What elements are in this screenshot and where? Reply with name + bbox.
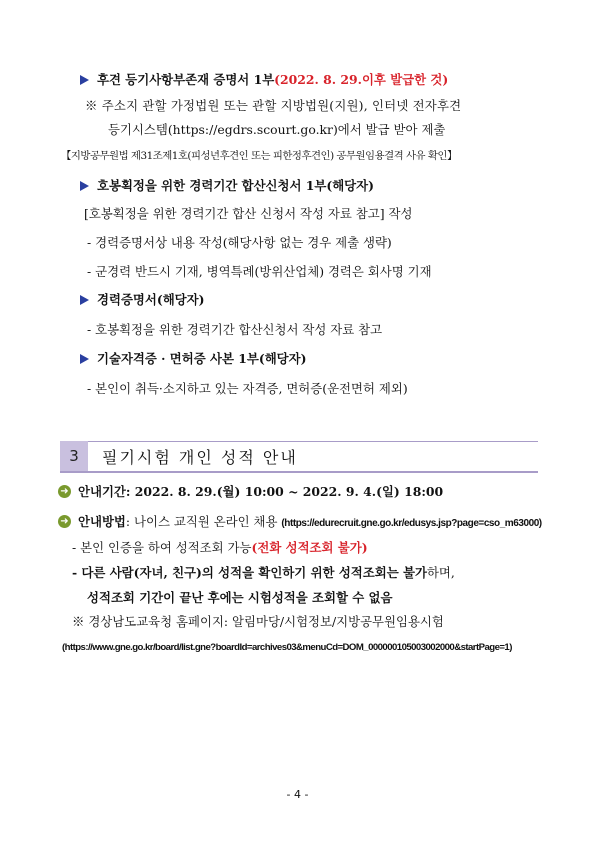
section-rule-bottom	[60, 471, 538, 473]
item-1	[80, 72, 448, 88]
method-line-3: 성적조회 기간이 끝난 후에는 시험성적을 조회할 수 없음	[87, 590, 393, 605]
item-2	[80, 178, 374, 194]
method	[58, 514, 542, 532]
section-title: 필기시험 개인 성적 안내	[102, 448, 298, 467]
item-1-highlight: (2022. 8. 29.이후 발급한 것)	[274, 72, 449, 87]
arrow-right-circle-icon: ➜	[58, 515, 71, 528]
item-1-note-2: 등기시스템(https://egdrs.scourt.go.kr)에서 발급 받아 제출	[108, 122, 446, 137]
item-2-line-3: - 군경력 반드시 기재, 병역특례(방위산업체) 경력은 회사명 기재	[87, 264, 432, 279]
triangle-bullet-icon	[80, 181, 89, 191]
method-label: 안내방법	[78, 514, 126, 529]
triangle-bullet-icon	[80, 295, 89, 305]
item-2-line-2: - 경력증명서상 내용 작성(해당사항 없는 경우 제출 생략)	[87, 235, 392, 250]
method-note-url[interactable]: (https://www.gne.go.kr/board/list.gne?boardId=archives03&menuCd=DOM_000000105003002000&startPage=1)	[62, 642, 512, 653]
item-3-line-1: - 호봉획정을 위한 경력기간 합산신청서 작성 자료 참고	[87, 322, 383, 337]
section-rule-top	[88, 441, 538, 442]
method-line-1-text: - 본인 인증을 하여 성적조회 가능	[72, 540, 252, 555]
method-line-2	[72, 565, 455, 581]
item-3-label: 경력증명서(해당자)	[97, 292, 205, 307]
arrow-right-circle-icon: ➜	[58, 485, 71, 498]
item-1-label: 후견 등기사항부존재 증명서 1부	[97, 72, 275, 87]
item-3	[80, 292, 204, 308]
triangle-bullet-icon	[80, 75, 89, 85]
method-url[interactable]: (https://edurecruit.gne.go.kr/edusys.jsp?page=cso_m63000)	[281, 518, 542, 529]
item-2-line-1: [호봉획정을 위한 경력기간 합산 신청서 작성 자료 참고] 작성	[84, 206, 413, 221]
period	[58, 484, 443, 500]
section-number: 3	[60, 441, 88, 471]
method-text: : 나이스 교직원 온라인 채용	[125, 514, 282, 529]
method-line-2-bold: - 다른 사람(자녀, 친구)의 성적을 확인하기 위한 성적조회는 불가	[72, 565, 427, 580]
item-4	[80, 351, 307, 367]
item-4-line-1: - 본인이 취득·소지하고 있는 자격증, 면허증(운전면허 제외)	[87, 381, 408, 396]
period-label: 안내기간	[78, 484, 126, 499]
item-1-note: ※ 주소지 관할 가정법원 또는 관할 지방법원(지원), 인터넷 전자후견	[85, 98, 462, 113]
page-number: - 4 -	[286, 788, 309, 801]
triangle-bullet-icon	[80, 354, 89, 364]
method-line-1-warning: (전화 성적조회 불가)	[251, 540, 368, 555]
period-value: : 2022. 8. 29.(월) 10:00 ~ 2022. 9. 4.(일) 18:00	[125, 484, 444, 499]
method-line-1	[72, 540, 368, 556]
section-3-header	[60, 439, 538, 471]
method-line-2-tail: 하며,	[426, 565, 455, 580]
item-2-label: 호봉획정을 위한 경력기간 합산신청서 1부(해당자)	[97, 178, 374, 193]
item-4-label: 기술자격증 · 면허증 사본 1부(해당자)	[97, 351, 307, 366]
method-note: ※ 경상남도교육청 홈페이지: 알림마당/시험정보/지방공무원임용시험	[72, 614, 444, 629]
law-reference: 【지방공무원법 제31조제1호(피성년후견인 또는 피한정후견인) 공무원임용결격 사유 확인】	[61, 150, 457, 162]
